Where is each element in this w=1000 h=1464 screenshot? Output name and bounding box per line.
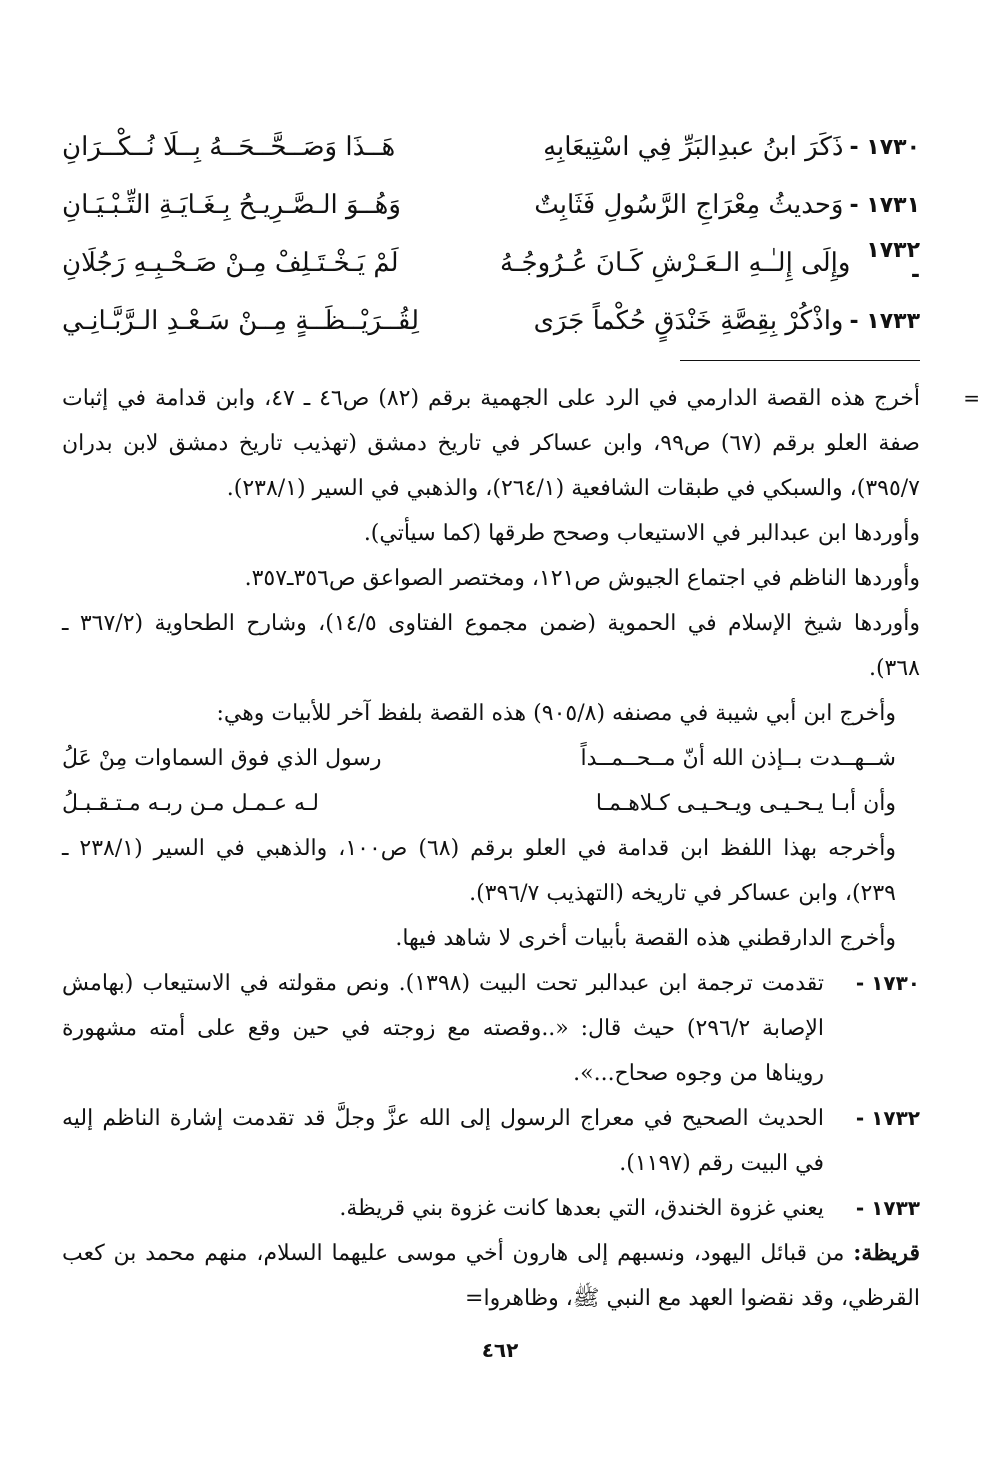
footnote-1730 bbox=[62, 961, 920, 1096]
footnote-1732 bbox=[62, 1096, 920, 1186]
verse-second-hemistich: لَمْ يَـخْـتَـلِفْ مِـنْ صَـحْـبِـهِ رَجُلَانِ bbox=[62, 248, 399, 278]
footnote-paragraph: وأوردها الناظم في اجتماع الجيوش ص١٢١، ومختصر الصواعق ص٣٥٦ـ٣٥٧. bbox=[244, 566, 920, 591]
footnote-paragraph: أخرج هذه القصة الدارمي في الرد على الجهمية برقم (٨٢) ص٤٦ ـ ٤٧، وابن قدامة في إثبات صفة العلو برقم (٦٧) ص٩٩، وابن عساكر في تاريخ دمشق (تهذيب تاريخ دمشق لابن بدران ٣٩٥/٧)، والسبكي في طبقات الشافعية (٢٦٤/١)، والذهبي في السير (٢٣٨/١). bbox=[62, 386, 920, 501]
quoted-verse bbox=[62, 736, 920, 781]
poem-verses bbox=[62, 118, 920, 350]
footnote-paragraph: وأخرجه بهذا اللفظ ابن قدامة في العلو برقم (٦٨) ص١٠٠، والذهبي في السير (٢٣٨/١ ـ ٢٣٩)، وابن عساكر في تاريخه (التهذيب ٣٩٦/٧). bbox=[62, 836, 896, 906]
footnote-text: الحديث الصحيح في معراج الرسول إلى الله عزَّ وجلَّ قد تقدمت إشارة الناظم إليه في البيت رقم (١١٩٧). bbox=[62, 1106, 824, 1176]
footnote-continued bbox=[62, 376, 980, 511]
footnote-1733 bbox=[62, 1186, 920, 1231]
verse-first-hemistich: ذَكَرَ ابنُ عبدِالبَرِّ فِي اسْتِيعَابِهِ bbox=[543, 132, 844, 162]
footnote-paragraph: وأخرج ابن أبي شيبة في مصنفه (٩٠٥/٨) هذه القصة بلفظ آخر للأبيات وهي: bbox=[216, 701, 896, 726]
verse-second-hemistich: هَــذَا وَصَــحَّــحَــهُ بِــلَا نُــكْــرَانِ bbox=[62, 132, 396, 162]
term-definition: من قبائل اليهود، ونسبهم إلى هارون أخي موسى عليهما السلام، منهم محمد بن كعب القرظي، وقد نقضوا العهد مع النبي ﷺ، وظاهروا= bbox=[62, 1241, 920, 1311]
verse-number: ١٧٣٣ - bbox=[849, 308, 920, 334]
verse-second-hemistich: وَهُــوَ الـصَّـرِيـحُ بِـغَـايَـةِ التِّـبْـيَـانِ bbox=[62, 190, 401, 220]
verse-first-hemistich: وَحديثُ مِعْرَاجِ الرَّسُولِ فَثَابِتٌ bbox=[534, 190, 844, 220]
footnote-number: ١٧٣٢ - bbox=[855, 1106, 920, 1130]
verse-number: ١٧٣١ - bbox=[849, 192, 920, 218]
verse-line bbox=[62, 118, 920, 176]
verse-second-hemistich: لِقُــرَيْــظَــةٍ مِــنْ سَـعْـدِ الـرَّبَّـانِـي bbox=[62, 306, 419, 336]
footnote-separator bbox=[680, 360, 920, 361]
verse-line bbox=[62, 176, 920, 234]
page-number: ٤٦٢ bbox=[481, 1338, 519, 1362]
footnote-number: ١٧٣٠ - bbox=[855, 971, 920, 995]
footnote-text: تقدمت ترجمة ابن عبدالبر تحت البيت (١٣٩٨). ونص مقولته في الاستيعاب (بهامش الإصابة ٢٩٦/٢) حيث قال: «..وقصته مع زوجته في حين وقع على أمته مشهورة رويناها من وجوه صحاح...». bbox=[62, 971, 824, 1086]
footnote-paragraph: وأخرج الدارقطني هذه القصة بأبيات أخرى لا شاهد فيها. bbox=[395, 926, 896, 951]
quoted-verse-second: لـه عـمـل مـن ربـه مـتـقـبـلُ bbox=[62, 791, 319, 816]
footnote-paragraph bbox=[62, 1231, 920, 1321]
verse-first-hemistich: وإِلَى إِلـٰـهِ الـعَـرْشِ كَـانَ عُـرُوجُـهُ bbox=[500, 248, 851, 278]
continuation-marker: = bbox=[963, 386, 980, 410]
verse-number: ١٧٣٢ - bbox=[866, 238, 920, 288]
footnote-number: ١٧٣٣ - bbox=[855, 1196, 920, 1220]
quoted-verse-first: شــهــدت بــإذن الله أنّ مــحــمــداً bbox=[580, 746, 896, 771]
quoted-verse bbox=[62, 781, 920, 826]
footnote-paragraph: وأوردها شيخ الإسلام في الحموية (ضمن مجموع الفتاوى ١٤/٥)، وشارح الطحاوية (٣٦٧/٢ ـ ٣٦٨). bbox=[62, 611, 921, 681]
quoted-verse-first: وأن أبـا يـحـيـى ويـحـيـى كـلاهـمـا bbox=[595, 791, 896, 816]
quoted-verse-second: رسول الذي فوق السماوات مِنْ عَلُ bbox=[62, 746, 382, 771]
verse-line bbox=[62, 292, 920, 350]
verse-first-hemistich: واذْكُرْ بِقِصَّةِ خَنْدَقٍ حُكْماً جَرَى bbox=[533, 306, 844, 336]
footnote-text: يعني غزوة الخندق، التي بعدها كانت غزوة بني قريظة. bbox=[339, 1196, 824, 1221]
footnotes bbox=[62, 376, 980, 1321]
verse-line bbox=[62, 234, 920, 292]
verse-number: ١٧٣٠ - bbox=[849, 134, 920, 160]
footnote-paragraph: وأوردها ابن عبدالبر في الاستيعاب وصحح طرقها (كما سيأتي). bbox=[363, 521, 920, 546]
term-label: قريظة: bbox=[853, 1240, 921, 1266]
